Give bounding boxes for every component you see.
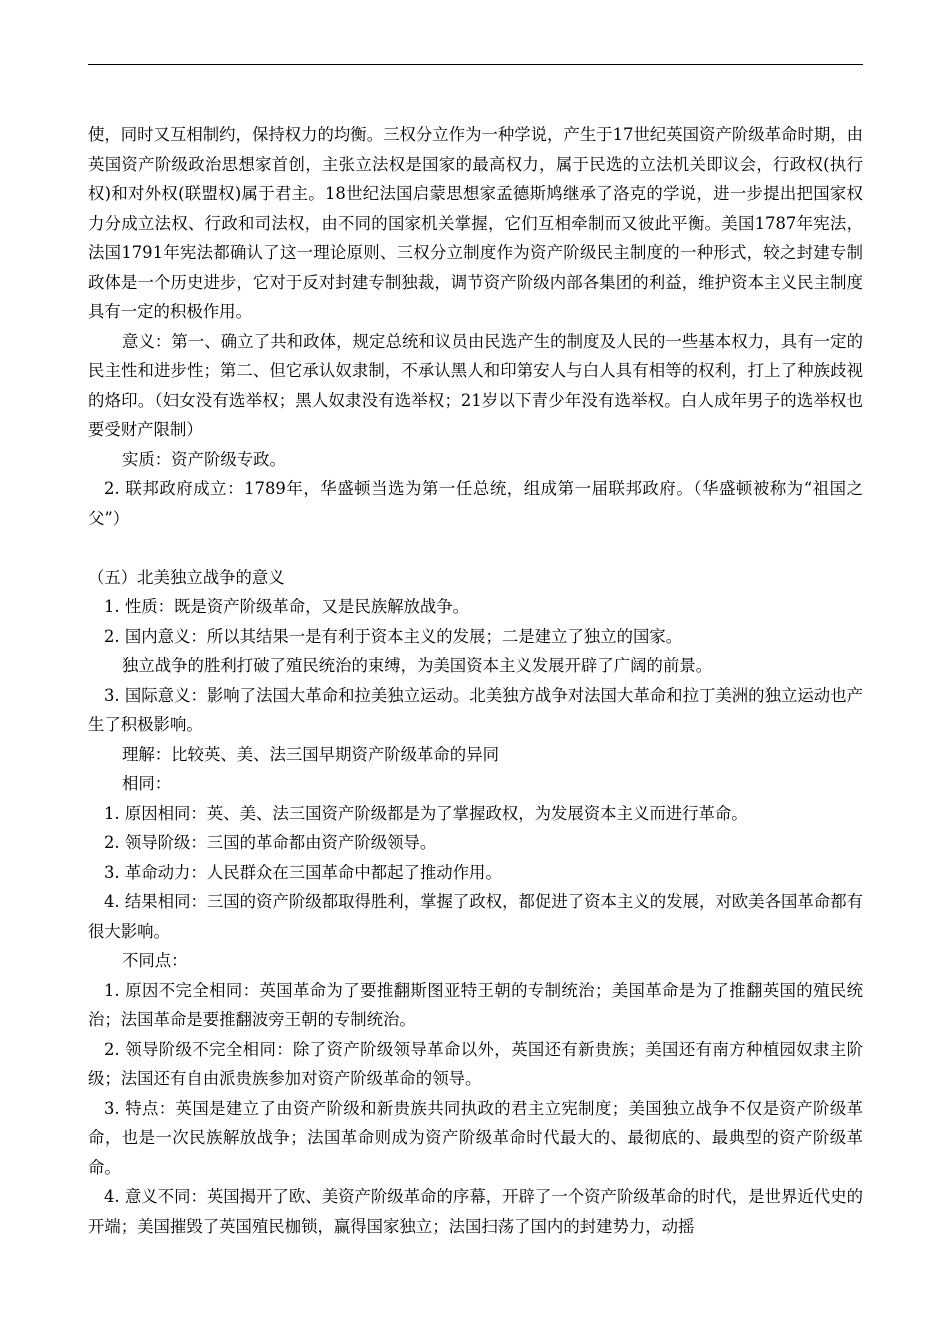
document-body [88, 120, 863, 1241]
subheading-similarities: 相同： [122, 774, 172, 793]
paragraph-essence: 实质：资产阶级专政。 [122, 449, 286, 469]
paragraph-separation-of-powers: 使，同时又互相制约，保持权力的均衡。三权分立作为一种学说，产生于17世纪英国资产阶级革命时期，由英国资产阶级政治思想家首创，主张立法权是国家的最高权力，属于民选的立法机关即议会，行政权(执行权)和对外权(联盟权)属于君主。18世纪法国启蒙思想家孟德斯鸠继承了洛克的学说，进一步提出把国家权力分成立法权、行政和司法权，由不同的国家机关掌握，它们互相牵制而又彼此平衡。美国1787年宪法，法国1791年宪法都确认了这一理论原则、三权分立制度作为资产阶级民主制度的一种形式，较之封建专制政体是一个历史进步，它对于反对封建专制独裁，调节资产阶级内部各集团的利益，维护资本主义民主制度具有一定的积极作用。 [88, 125, 863, 321]
list-item: 3. 国际意义：影响了法国大革命和拉美独立运动。北美独方战争对法国大革命和拉丁美洲的独立运动也产生了积极影响。 [88, 685, 863, 734]
header-rule [88, 64, 863, 65]
list-item: 3. 特点：英国是建立了由资产阶级和新贵族共同执政的君主立宪制度；美国独立战争不仅是资产阶级革命，也是一次民族解放战争；法国革命则成为资产阶级革命时代最大的、最彻底的、最典型的资产阶级革命。 [88, 1098, 863, 1177]
paragraph-independence-victory: 独立战争的胜利打破了殖民统治的束缚，为美国资本主义发展开辟了广阔的前景。 [122, 656, 713, 675]
list-item: 4. 意义不同：英国揭开了欧、美资产阶级革命的序幕，开辟了一个资产阶级革命的时代，是世界近代史的开端；美国摧毁了英国殖民枷锁，赢得国家独立；法国扫荡了国内的封建势力，动摇 [88, 1187, 863, 1236]
paragraph-significance: 意义：第一、确立了共和政体，规定总统和议员由民选产生的制度及人民的一些基本权力，具有一定的民主性和进步性；第二、但它承认奴隶制，不承认黑人和印第安人与白人具有相等的权利，打上了种族歧视的烙印。（妇女没有选举权；黑人奴隶没有选举权；21岁以下青少年没有选举权。白人成年男子的选举权也要受财产限制） [88, 331, 863, 439]
section-heading: （五）北美独立战争的意义 [88, 567, 285, 587]
list-item: 2. 领导阶级不完全相同：除了资产阶级领导革命以外，英国还有新贵族；美国还有南方种植园奴隶主阶级；法国还有自由派贵族参加对资产阶级革命的领导。 [88, 1039, 863, 1088]
list-item: 3. 革命动力：人民群众在三国革命中都起了推动作用。 [104, 862, 502, 882]
list-item: 2. 领导阶级：三国的革命都由资产阶级领导。 [104, 833, 437, 852]
paragraph-federal-government: 2. 联邦政府成立：1789年，华盛顿当选为第一任总统，组成第一届联邦政府。（华盛顿被称为“祖国之父”） [88, 479, 863, 528]
list-item: 2. 国内意义：所以其结果一是有利于资本主义的发展；二是建立了独立的国家。 [104, 626, 683, 646]
list-item: 1. 原因相同：英、美、法三国资产阶级都是为了掌握政权，为发展资本主义而进行革命。 [104, 803, 748, 823]
subheading-differences: 不同点： [122, 951, 188, 970]
list-item: 1. 原因不完全相同：英国革命为了要推翻斯图亚特王朝的专制统治；美国革命是为了推翻英国的殖民统治；法国革命是要推翻波旁王朝的专制统治。 [88, 980, 863, 1029]
list-item: 4. 结果相同：三国的资产阶级都取得胜利，掌握了政权，都促进了资本主义的发展，对欧美各国革命都有很大影响。 [88, 892, 863, 941]
blank-line [88, 533, 863, 563]
paragraph-comparison-title: 理解：比较英、美、法三国早期资产阶级革命的异同 [122, 744, 499, 764]
list-item: 1. 性质：既是资产阶级革命，又是民族解放战争。 [104, 597, 470, 616]
